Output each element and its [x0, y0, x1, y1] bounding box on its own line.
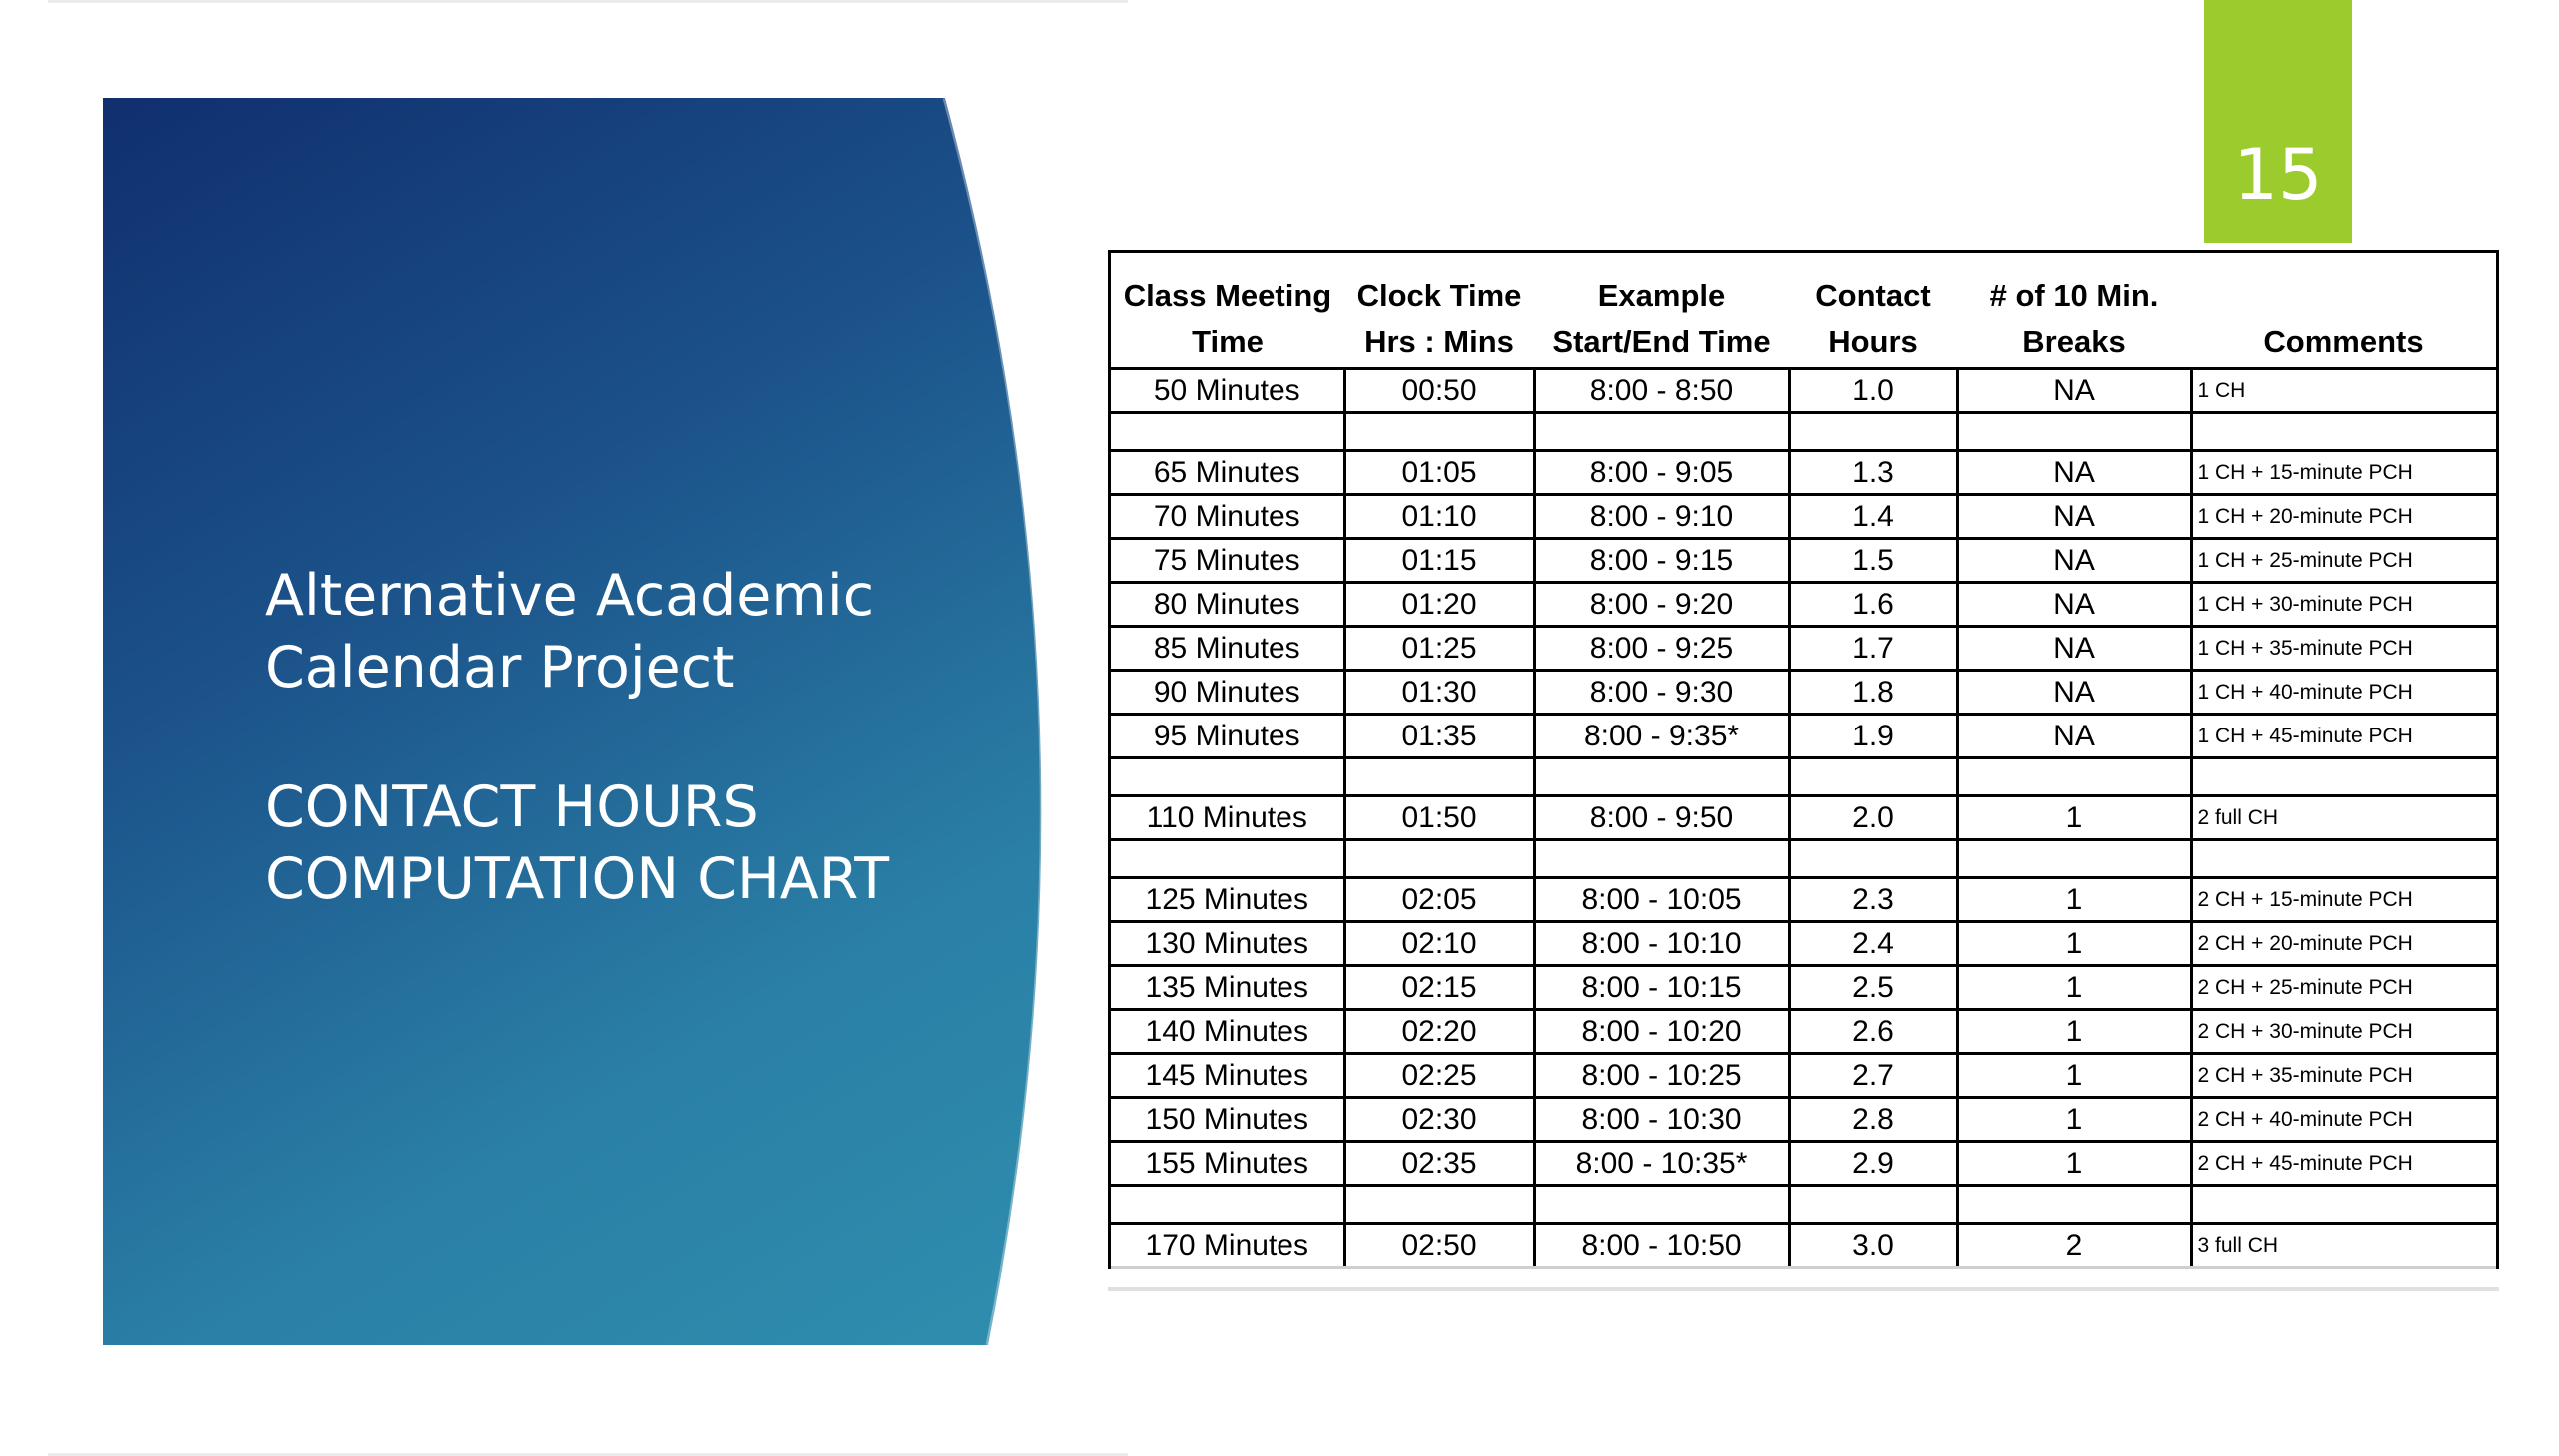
meeting-time-cell: 155 Minutes — [1111, 1142, 1344, 1186]
meeting-time-cell — [1111, 1186, 1344, 1224]
table-header-row — [1111, 253, 2496, 369]
meeting-time-cell: 135 Minutes — [1111, 966, 1344, 1010]
comments-cell: 2 CH + 20-minute PCH — [2191, 922, 2496, 966]
clock-time-cell: 00:50 — [1344, 369, 1534, 413]
comments-cell — [2191, 758, 2496, 796]
breaks-cell: NA — [1957, 715, 2191, 758]
comments-cell: 2 CH + 35-minute PCH — [2191, 1054, 2496, 1098]
table-spacer-row — [1111, 758, 2496, 796]
meeting-time-cell: 85 Minutes — [1111, 627, 1344, 671]
column-header-example-time: Example Start/End Time — [1552, 278, 1771, 359]
breaks-cell: 1 — [1957, 796, 2191, 840]
comments-cell: 1 CH + 25-minute PCH — [2191, 539, 2496, 583]
example-time-cell: 8:00 - 9:25 — [1534, 627, 1789, 671]
contact-hours-cell: 1.5 — [1789, 539, 1957, 583]
contact-hours-cell: 1.3 — [1789, 451, 1957, 495]
table-row — [1111, 671, 2496, 715]
meeting-time-cell: 70 Minutes — [1111, 495, 1344, 539]
meeting-time-cell — [1111, 413, 1344, 451]
breaks-cell — [1957, 840, 2191, 878]
table-row — [1111, 1142, 2496, 1186]
slide-subtitle-line: CONTACT HOURS — [265, 774, 759, 840]
table-row — [1111, 539, 2496, 583]
top-edge-line — [48, 0, 1128, 3]
clock-time-cell: 02:05 — [1344, 878, 1534, 922]
clock-time-cell: 02:30 — [1344, 1098, 1534, 1142]
clock-time-cell — [1344, 1186, 1534, 1224]
contact-hours-cell: 2.7 — [1789, 1054, 1957, 1098]
table-row — [1111, 451, 2496, 495]
comments-cell: 2 CH + 15-minute PCH — [2191, 878, 2496, 922]
table-spacer-row — [1111, 840, 2496, 878]
breaks-cell: NA — [1957, 369, 2191, 413]
meeting-time-cell: 75 Minutes — [1111, 539, 1344, 583]
contact-hours-cell: 1.4 — [1789, 495, 1957, 539]
example-time-cell: 8:00 - 10:35* — [1534, 1142, 1789, 1186]
contact-hours-cell — [1789, 758, 1957, 796]
meeting-time-cell — [1111, 840, 1344, 878]
comments-cell — [2191, 840, 2496, 878]
contact-hours-cell: 2.3 — [1789, 878, 1957, 922]
table-row — [1111, 495, 2496, 539]
breaks-cell — [1957, 413, 2191, 451]
comments-cell: 1 CH + 20-minute PCH — [2191, 495, 2496, 539]
meeting-time-cell: 145 Minutes — [1111, 1054, 1344, 1098]
contact-hours-cell: 1.0 — [1789, 369, 1957, 413]
table-row — [1111, 878, 2496, 922]
example-time-cell — [1534, 413, 1789, 451]
column-header-comments: Comments — [2263, 324, 2424, 359]
breaks-cell: 1 — [1957, 1054, 2191, 1098]
table-row — [1111, 583, 2496, 627]
meeting-time-cell: 95 Minutes — [1111, 715, 1344, 758]
table-row — [1111, 627, 2496, 671]
meeting-time-cell: 140 Minutes — [1111, 1010, 1344, 1054]
comments-cell — [2191, 413, 2496, 451]
contact-hours-cell: 2.8 — [1789, 1098, 1957, 1142]
comments-cell: 1 CH + 40-minute PCH — [2191, 671, 2496, 715]
comments-cell: 2 CH + 25-minute PCH — [2191, 966, 2496, 1010]
column-header-contact-hours: Contact Hours — [1815, 278, 1931, 359]
meeting-time-cell: 110 Minutes — [1111, 796, 1344, 840]
clock-time-cell — [1344, 758, 1534, 796]
table-spacer-row — [1111, 413, 2496, 451]
meeting-time-cell: 150 Minutes — [1111, 1098, 1344, 1142]
slide-title-block — [265, 560, 965, 915]
slide-title-line: Calendar Project — [265, 635, 735, 701]
example-time-cell: 8:00 - 10:10 — [1534, 922, 1789, 966]
breaks-cell: 1 — [1957, 966, 2191, 1010]
comments-cell: 3 full CH — [2191, 1224, 2496, 1268]
meeting-time-cell: 125 Minutes — [1111, 878, 1344, 922]
column-header-meeting-time: Class Meeting Time — [1123, 278, 1332, 359]
contact-hours-cell: 1.6 — [1789, 583, 1957, 627]
example-time-cell: 8:00 - 8:50 — [1534, 369, 1789, 413]
slide-number: 15 — [2233, 134, 2323, 216]
column-header-clock-time: Clock Time Hrs : Mins — [1356, 278, 1522, 359]
example-time-cell: 8:00 - 10:30 — [1534, 1098, 1789, 1142]
breaks-cell: 1 — [1957, 922, 2191, 966]
meeting-time-cell: 50 Minutes — [1111, 369, 1344, 413]
comments-cell: 1 CH — [2191, 369, 2496, 413]
contact-hours-cell: 3.0 — [1789, 1224, 1957, 1268]
contact-hours-cell — [1789, 413, 1957, 451]
meeting-time-cell: 80 Minutes — [1111, 583, 1344, 627]
example-time-cell: 8:00 - 10:15 — [1534, 966, 1789, 1010]
column-header-breaks: # of 10 Min. Breaks — [1989, 278, 2159, 359]
example-time-cell: 8:00 - 9:35* — [1534, 715, 1789, 758]
breaks-cell: NA — [1957, 671, 2191, 715]
clock-time-cell: 02:15 — [1344, 966, 1534, 1010]
table-row — [1111, 1224, 2496, 1268]
example-time-cell: 8:00 - 9:50 — [1534, 796, 1789, 840]
contact-hours-table — [1111, 253, 2496, 1269]
example-time-cell: 8:00 - 10:50 — [1534, 1224, 1789, 1268]
comments-cell — [2191, 1186, 2496, 1224]
example-time-cell: 8:00 - 9:30 — [1534, 671, 1789, 715]
breaks-cell — [1957, 1186, 2191, 1224]
example-time-cell — [1534, 1186, 1789, 1224]
contact-hours-cell: 2.5 — [1789, 966, 1957, 1010]
clock-time-cell — [1344, 413, 1534, 451]
contact-hours-cell: 2.0 — [1789, 796, 1957, 840]
clock-time-cell: 02:25 — [1344, 1054, 1534, 1098]
clock-time-cell: 01:05 — [1344, 451, 1534, 495]
breaks-cell — [1957, 758, 2191, 796]
example-time-cell: 8:00 - 9:10 — [1534, 495, 1789, 539]
contact-hours-cell: 1.7 — [1789, 627, 1957, 671]
clock-time-cell: 02:20 — [1344, 1010, 1534, 1054]
meeting-time-cell — [1111, 758, 1344, 796]
breaks-cell: NA — [1957, 539, 2191, 583]
comments-cell: 1 CH + 30-minute PCH — [2191, 583, 2496, 627]
comments-cell: 2 CH + 40-minute PCH — [2191, 1098, 2496, 1142]
comments-cell: 2 full CH — [2191, 796, 2496, 840]
table-row — [1111, 1054, 2496, 1098]
breaks-cell: NA — [1957, 627, 2191, 671]
breaks-cell: 1 — [1957, 878, 2191, 922]
contact-hours-cell: 2.6 — [1789, 1010, 1957, 1054]
clock-time-cell: 01:25 — [1344, 627, 1534, 671]
clock-time-cell: 01:20 — [1344, 583, 1534, 627]
breaks-cell: NA — [1957, 583, 2191, 627]
comments-cell: 1 CH + 35-minute PCH — [2191, 627, 2496, 671]
meeting-time-cell: 65 Minutes — [1111, 451, 1344, 495]
contact-hours-cell — [1789, 840, 1957, 878]
clock-time-cell: 01:35 — [1344, 715, 1534, 758]
example-time-cell: 8:00 - 9:20 — [1534, 583, 1789, 627]
slide-title-line: Alternative Academic — [265, 563, 875, 629]
table-row — [1111, 1010, 2496, 1054]
clock-time-cell: 02:10 — [1344, 922, 1534, 966]
table-row — [1111, 796, 2496, 840]
clock-time-cell: 01:10 — [1344, 495, 1534, 539]
example-time-cell: 8:00 - 10:20 — [1534, 1010, 1789, 1054]
clock-time-cell: 01:15 — [1344, 539, 1534, 583]
table-row — [1111, 369, 2496, 413]
example-time-cell: 8:00 - 10:25 — [1534, 1054, 1789, 1098]
example-time-cell: 8:00 - 10:05 — [1534, 878, 1789, 922]
clock-time-cell: 01:30 — [1344, 671, 1534, 715]
example-time-cell — [1534, 758, 1789, 796]
slide-number-badge — [2204, 0, 2352, 243]
table-row — [1111, 1098, 2496, 1142]
comments-cell: 1 CH + 45-minute PCH — [2191, 715, 2496, 758]
breaks-cell: NA — [1957, 495, 2191, 539]
table-row — [1111, 922, 2496, 966]
contact-hours-cell — [1789, 1186, 1957, 1224]
table-row — [1111, 715, 2496, 758]
table-spacer-row — [1111, 1186, 2496, 1224]
table-row — [1111, 966, 2496, 1010]
meeting-time-cell: 90 Minutes — [1111, 671, 1344, 715]
table-bottom-shadow — [1108, 1287, 2499, 1291]
clock-time-cell: 02:35 — [1344, 1142, 1534, 1186]
contact-hours-cell: 2.4 — [1789, 922, 1957, 966]
meeting-time-cell: 130 Minutes — [1111, 922, 1344, 966]
clock-time-cell: 02:50 — [1344, 1224, 1534, 1268]
contact-hours-cell: 2.9 — [1789, 1142, 1957, 1186]
example-time-cell — [1534, 840, 1789, 878]
comments-cell: 2 CH + 30-minute PCH — [2191, 1010, 2496, 1054]
breaks-cell: 2 — [1957, 1224, 2191, 1268]
table-body — [1111, 369, 2496, 1268]
breaks-cell: NA — [1957, 451, 2191, 495]
breaks-cell: 1 — [1957, 1142, 2191, 1186]
comments-cell: 1 CH + 15-minute PCH — [2191, 451, 2496, 495]
slide-subtitle-line: COMPUTATION CHART — [265, 846, 890, 912]
example-time-cell: 8:00 - 9:15 — [1534, 539, 1789, 583]
clock-time-cell — [1344, 840, 1534, 878]
slide-title — [265, 560, 965, 704]
contact-hours-table-frame — [1108, 250, 2499, 1269]
clock-time-cell: 01:50 — [1344, 796, 1534, 840]
comments-cell: 2 CH + 45-minute PCH — [2191, 1142, 2496, 1186]
contact-hours-cell: 1.9 — [1789, 715, 1957, 758]
example-time-cell: 8:00 - 9:05 — [1534, 451, 1789, 495]
contact-hours-cell: 1.8 — [1789, 671, 1957, 715]
breaks-cell: 1 — [1957, 1010, 2191, 1054]
slide-subtitle — [265, 771, 965, 915]
breaks-cell: 1 — [1957, 1098, 2191, 1142]
meeting-time-cell: 170 Minutes — [1111, 1224, 1344, 1268]
